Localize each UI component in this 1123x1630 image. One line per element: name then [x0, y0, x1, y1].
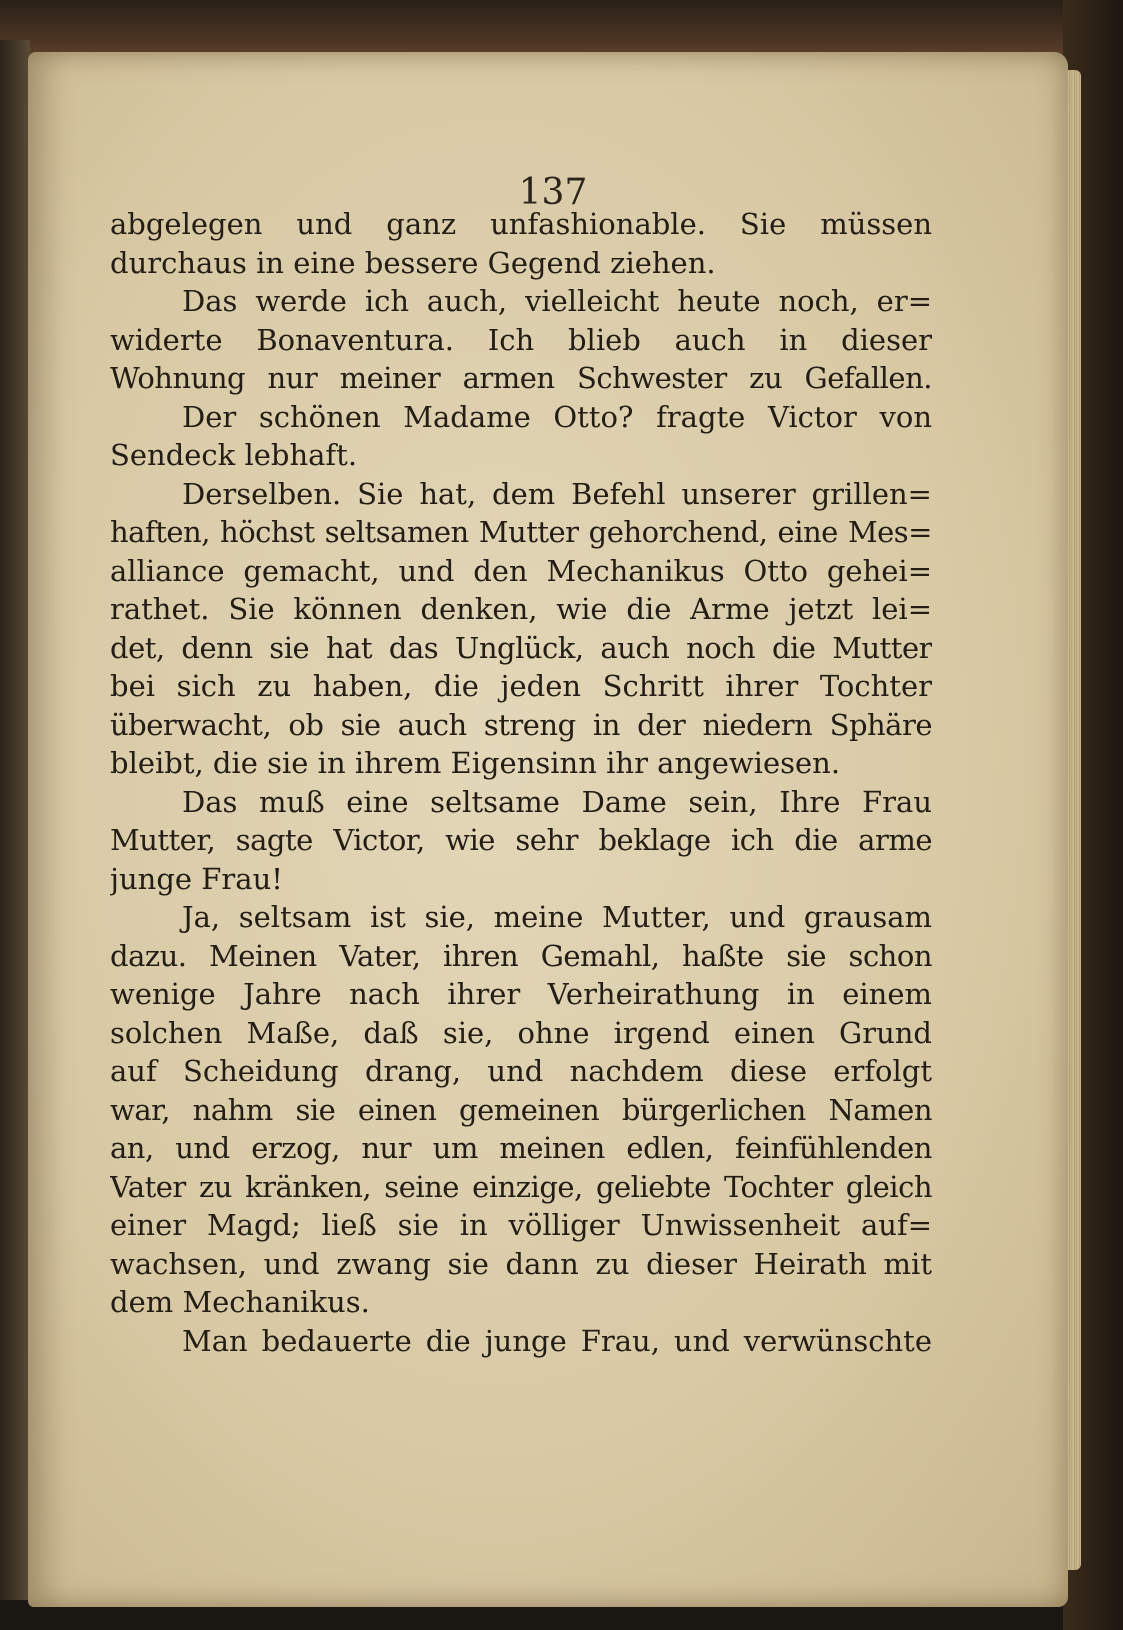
- text-line: einer Magd; ließ sie in völliger Unwissenheit auf=: [110, 1208, 932, 1242]
- text-line: bleibt, die sie in ihrem Eigensinn ihr angewiesen.: [110, 746, 841, 780]
- text-line: wenige Jahre nach ihrer Verheirathung in einem: [110, 977, 932, 1011]
- text-line: wachsen, und zwang sie dann zu dieser Heirath mit: [110, 1246, 932, 1281]
- text-line: Sendeck lebhaft.: [110, 438, 358, 472]
- text-line: Das werde ich auch, vielleicht heute noch, er=: [182, 284, 932, 318]
- text-line: alliance gemacht, und den Mechanikus Otto gehei=: [110, 553, 932, 588]
- text-line: Ja, seltsam ist sie, meine Mutter, und grausam: [182, 900, 932, 934]
- text-line: durchaus in eine bessere Gegend ziehen.: [110, 245, 716, 280]
- text-line: rathet. Sie können denken, wie die Arme jetzt lei=: [110, 592, 932, 626]
- text-line: haften, höchst seltsamen Mutter gehorchend, eine Mes=: [110, 515, 932, 549]
- text-line: det, denn sie hat das Unglück, auch noch die Mutter: [110, 630, 932, 665]
- text-line: junge Frau!: [110, 861, 283, 896]
- body-text: [110, 205, 932, 1360]
- text-line: an, und erzog, nur um meinen edlen, feinfühlenden: [110, 1131, 932, 1165]
- text-line: war, nahm sie einen gemeinen bürgerlichen Namen: [110, 1092, 932, 1127]
- text-line: Man bedauerte die junge Frau, und verwünschte: [182, 1323, 932, 1358]
- text-line: widerte Bonaventura. Ich blieb auch in dieser: [110, 322, 932, 357]
- text-line: dazu. Meinen Vater, ihren Gemahl, haßte sie schon: [110, 938, 932, 973]
- text-line: Mutter, sagte Victor, wie sehr beklage ich die arme: [110, 823, 932, 857]
- previous-page-edge: [0, 40, 30, 1600]
- text-line: auf Scheidung drang, und nachdem diese erfolgt: [110, 1054, 932, 1088]
- text-line: dem Mechanikus.: [110, 1285, 370, 1319]
- text-line: Vater zu kränken, seine einzige, geliebte Tochter gleich: [110, 1169, 932, 1204]
- text-line: abgelegen und ganz unfashionable. Sie müssen: [110, 207, 932, 241]
- page-number: 137: [518, 172, 588, 213]
- text-line: bei sich zu haben, die jeden Schritt ihrer Tochter: [110, 669, 932, 703]
- text-line: Wohnung nur meiner armen Schwester zu Gefallen.: [110, 361, 932, 395]
- text-line: solchen Maße, daß sie, ohne irgend einen Grund: [110, 1015, 932, 1050]
- text-line: Derselben. Sie hat, dem Befehl unserer grillen=: [182, 476, 932, 511]
- text-line: Der schönen Madame Otto? fragte Victor von: [182, 399, 932, 434]
- text-line: überwacht, ob sie auch streng in der niedern Sphäre: [110, 707, 932, 742]
- text-line: Das muß eine seltsame Dame sein, Ihre Frau: [182, 784, 932, 819]
